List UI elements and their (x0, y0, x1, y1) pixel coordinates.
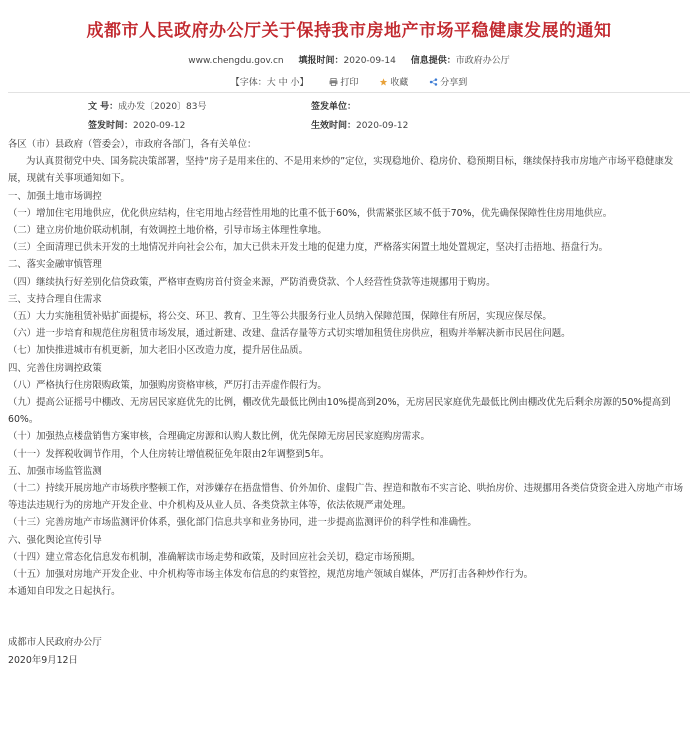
paragraph-13: （十三）完善房地产市场监测评价体系，强化部门信息共享和业务协同，进一步提高监测评价的科学性和准确性。 (8, 517, 477, 529)
page-title: 成都市人民政府办公厅关于保持我市房地产市场平稳健康发展的通知 (86, 21, 612, 41)
paragraph-8: （八）严格执行住房限购政策，加强购房资格审核，严厉打击弄虚作假行为。 (8, 379, 327, 391)
signature-org: 成都市人民政府办公厅 (8, 637, 102, 649)
section-heading-5: 五、加强市场监管监测 (8, 465, 102, 477)
print-label: 打印 (340, 78, 359, 88)
intro-paragraph: 为认真贯彻党中央、国务院决策部署，坚持“房子是用来住的、不是用来炒的”定位，实现稳地价、稳房价、稳预期目标，继续保持我市房地产市场平稳健康发展，现就有关事项通知如下。 (8, 156, 674, 185)
star-icon (379, 78, 388, 86)
paragraph-14: （十四）建立常态化信息发布机制，准确解读市场走势和政策，及时回应社会关切，稳定市场预期。 (8, 551, 421, 563)
printer-icon (329, 78, 338, 86)
paragraph-5: （五）大力实施租赁补贴扩面提标，将公交、环卫、教育、卫生等公共服务行业人员纳入保障范围，保障住有所居，实现应保尽保。 (8, 311, 552, 323)
share-icon (429, 78, 438, 86)
signature-date: 2020年9月12日 (8, 654, 78, 666)
publisher-label: 信息提供： (410, 56, 456, 66)
spacer (8, 617, 690, 634)
paragraph-4: （四）继续执行好差别化信贷政策，严格审查购房首付资金来源，严防消费贷款、个人经营性贷款等违规挪用于购房。 (8, 276, 496, 288)
section-heading-6: 六、强化舆论宣传引导 (8, 534, 102, 546)
docno-label: 文 号： (88, 102, 119, 112)
paragraph-15: （十五）加强对房地产开发企业、中介机构等市场主体发布信息的约束管控，规范房地产领域自媒体，严厉打击各种炒作行为。 (8, 569, 534, 581)
section-heading-3: 三、支持合理自住需求 (8, 293, 102, 305)
paragraph-9: （九）提高公证摇号中棚改、无房居民家庭优先的比例，棚改优先最低比例由10%提高到20%，无房居民家庭优先最低比例由棚改优先后剩余房源的50%提高到60%。 (8, 397, 671, 426)
paragraph-7: （七）加快推进城市有机更新，加大老旧小区改造力度，提升居住品质。 (8, 345, 309, 357)
paragraph-1: （一）增加住宅用地供应，优化供应结构，住宅用地占经营性用地的比重不低于60%，供需紧张区域不低于70%，优先确保保障性住房用地供应。 (8, 207, 613, 219)
closing-line: 本通知自印发之日起执行。 (8, 586, 121, 598)
site-url[interactable]: www.chengdu.gov.cn (188, 56, 284, 66)
favorite-label: 收藏 (390, 78, 409, 88)
signed-label: 签发时间： (88, 121, 134, 131)
paragraph-3: （三）全面清理已供未开发的土地情况并向社会公布，加大已供未开发土地的促建力度，严格落实闲置土地处置规定，坚决打击捂地、捂盘行为。 (8, 242, 609, 254)
date-value: 2020-09-14 (343, 56, 396, 66)
meta-line (0, 53, 698, 66)
divider (8, 92, 690, 93)
effective-value: 2020-09-12 (356, 121, 409, 131)
publisher-value: 市政府办公厅 (455, 56, 510, 66)
paragraph-12: （十二）持续开展房地产市场秩序整顿工作，对涉嫌存在捂盘惜售、价外加价、虚假广告、捏造和散布不实言论、哄抬房价、违规挪用各类信贷资金进入房地产市场等违法违规行为的房地产开发企业、中介机构及从业人员、各类贷款主体等，依法依规严肃处理。 (8, 483, 684, 512)
paragraph-10: （十）加强热点楼盘销售方案审核，合理确定房源和认购人数比例，优先保障无房居民家庭购房需求。 (8, 431, 430, 443)
section-heading-2: 二、落实金融审慎管理 (8, 259, 102, 271)
docno-value: 成办发〔2020〕83号 (118, 102, 207, 112)
issuer-label: 签发单位： (311, 102, 357, 112)
font-size-control[interactable]: 【字体：大 中 小】 (230, 78, 309, 88)
paragraph-2: （二）建立房价地价联动机制，有效调控土地价格，引导市场主体理性拿地。 (8, 225, 327, 237)
signed-value: 2020-09-12 (133, 121, 186, 131)
share-label: 分享到 (440, 78, 468, 88)
effective-label: 生效时间： (311, 121, 357, 131)
spacer (8, 600, 690, 617)
paragraph-6: （六）进一步培育和规范住房租赁市场发展，通过新建、改建、盘活存量等方式切实增加租赁住房供应，租购并举解决新市民居住问题。 (8, 328, 571, 340)
print-button[interactable] (329, 75, 358, 88)
salutation: 各区（市）县政府（管委会），市政府各部门，各有关单位： (8, 139, 257, 150)
date-label: 填报时间： (298, 56, 344, 66)
favorite-button[interactable] (379, 75, 408, 88)
toolbar (0, 75, 698, 88)
paragraph-11: （十一）发挥税收调节作用，个人住房转让增值税征免年限由2年调整到5年。 (8, 448, 330, 460)
share-button[interactable] (429, 75, 467, 88)
document-body (8, 136, 690, 669)
section-heading-1: 一、加强土地市场调控 (8, 190, 102, 202)
section-heading-4: 四、完善住房调控政策 (8, 362, 102, 374)
